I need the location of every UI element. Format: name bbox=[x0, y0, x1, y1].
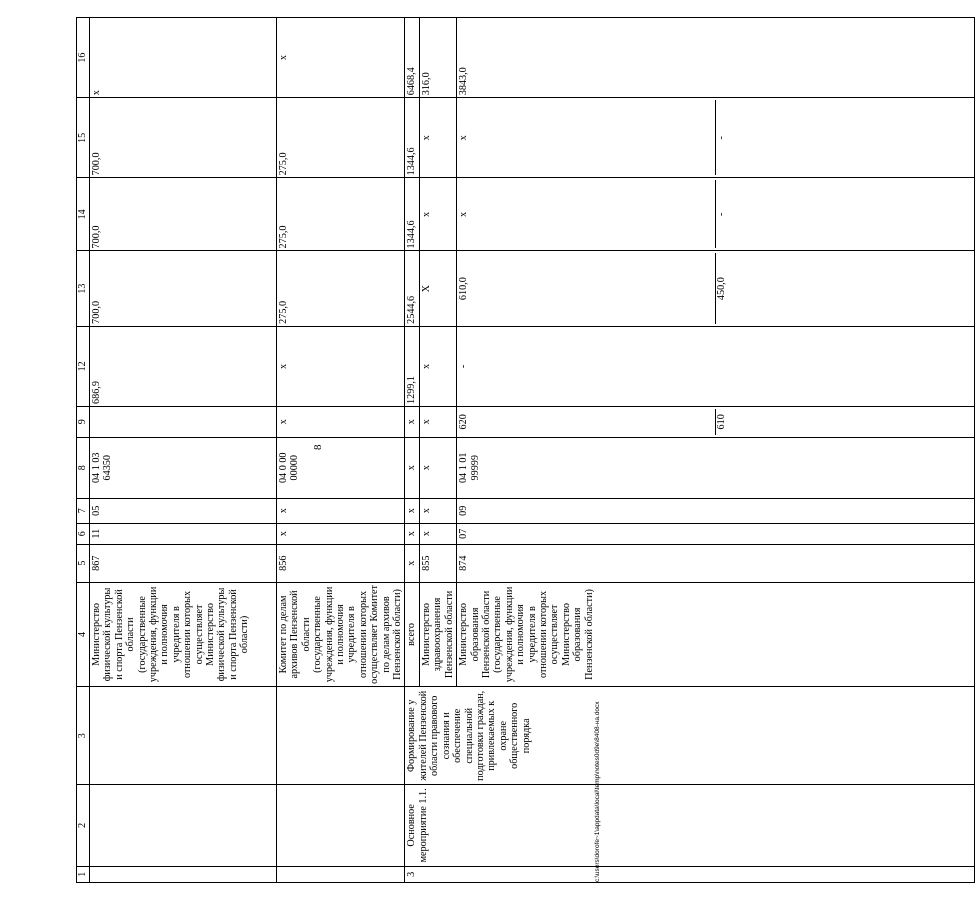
cell-col8: 04 1 01 99999 bbox=[457, 437, 975, 498]
cell-col1 bbox=[277, 866, 405, 882]
cell-col12: 1299,1 bbox=[405, 326, 419, 406]
cell-col12: x bbox=[419, 326, 456, 406]
cell-col8: x bbox=[419, 437, 456, 498]
cell-col14-b: - bbox=[716, 180, 974, 248]
split-cell bbox=[458, 180, 973, 248]
cell-col16: 3843,0 bbox=[457, 18, 975, 98]
header-cell: 12 bbox=[77, 326, 90, 406]
header-cell: 5 bbox=[77, 544, 90, 582]
cell-col7: 09 bbox=[457, 498, 975, 523]
header-cell: 14 bbox=[77, 178, 90, 251]
cell-col14: 700,0 bbox=[90, 178, 277, 251]
cell-col13: X bbox=[419, 251, 456, 326]
cell-col5: x bbox=[405, 544, 419, 582]
header-cell: 16 bbox=[77, 18, 90, 98]
cell-col9: x bbox=[405, 406, 419, 437]
cell-col6: x bbox=[405, 523, 419, 544]
cell-col13-b: 450,0 bbox=[716, 253, 974, 323]
table-row bbox=[277, 18, 405, 883]
cell-col16: x bbox=[90, 18, 277, 98]
cell-col7: x bbox=[419, 498, 456, 523]
cell-col16: 6468,4 bbox=[405, 18, 419, 98]
cell-col3 bbox=[277, 687, 405, 785]
header-cell: 15 bbox=[77, 98, 90, 178]
cell-col14: 1344,6 bbox=[405, 178, 419, 251]
cell-col12: x bbox=[277, 326, 405, 406]
cell-col8: x bbox=[405, 437, 419, 498]
cell-col12: 686,9 bbox=[90, 326, 277, 406]
cell-col14 bbox=[457, 178, 975, 251]
cell-col2: Основное мероприятие 1.1. bbox=[405, 785, 975, 866]
header-cell: 9 bbox=[77, 406, 90, 437]
cell-col9-a: 620 bbox=[458, 414, 470, 430]
header-cell: 1 bbox=[77, 866, 90, 882]
cell-col7: x bbox=[277, 498, 405, 523]
header-cell: 3 bbox=[77, 687, 90, 785]
cell-col15: x bbox=[419, 98, 456, 178]
cell-col13 bbox=[457, 251, 975, 326]
cell-col14-a: x bbox=[458, 211, 470, 217]
header-cell: 7 bbox=[77, 498, 90, 523]
cell-col8: 04 0 00 00000 bbox=[277, 437, 405, 498]
cell-col6: 07 bbox=[457, 523, 975, 544]
cell-col16: x bbox=[277, 18, 405, 98]
cell-col9 bbox=[90, 406, 277, 437]
cell-col7: x bbox=[405, 498, 419, 523]
cell-col5: 855 bbox=[419, 544, 456, 582]
cell-col9-b: 610 bbox=[716, 409, 974, 435]
header-cell: 6 bbox=[77, 523, 90, 544]
cell-col15 bbox=[457, 98, 975, 178]
cell-col12: - bbox=[457, 326, 975, 406]
cell-col9: x bbox=[419, 406, 456, 437]
cell-col9 bbox=[457, 406, 975, 437]
cell-col4: Министерство образования Пензенской области (государственные учреждения, функции и полномочия учредителя в отношении которых осуществляет Министерство образования Пензенской области) bbox=[457, 582, 975, 687]
cell-col15: 700,0 bbox=[90, 98, 277, 178]
cell-col6: x bbox=[419, 523, 456, 544]
cell-col1 bbox=[90, 866, 277, 882]
cell-col2 bbox=[277, 785, 405, 866]
cell-col8: 04 1 03 64350 bbox=[90, 437, 277, 498]
cell-col6: 11 bbox=[90, 523, 277, 544]
split-cell bbox=[458, 253, 973, 323]
cell-col2 bbox=[90, 785, 277, 866]
split-cell bbox=[458, 409, 973, 435]
cell-col7: 05 bbox=[90, 498, 277, 523]
cell-col14: x bbox=[419, 178, 456, 251]
cell-col5: 874 bbox=[457, 544, 975, 582]
cell-col13: 275,0 bbox=[277, 251, 405, 326]
cell-col3 bbox=[90, 687, 277, 785]
cell-col3: Формирование у жителей Пензенской области правового сознания и обеспечение специальной подготовки граждан, привлекаемых к охране общественного порядка bbox=[405, 687, 975, 785]
table-row bbox=[90, 18, 277, 883]
budget-table bbox=[76, 17, 975, 883]
cell-col13: 700,0 bbox=[90, 251, 277, 326]
cell-col15-a: x bbox=[458, 135, 470, 141]
cell-col1: 3 bbox=[405, 866, 975, 882]
header-cell: 2 bbox=[77, 785, 90, 866]
header-row bbox=[77, 18, 90, 883]
cell-col4: всего bbox=[405, 582, 419, 687]
cell-col4: Комитет по делам архивов Пензенской области (государственные учреждения, функции и полномочия учредителя в отношении которых осуществляет Комитет по делам архивов Пензенской области) bbox=[277, 582, 405, 687]
cell-col6: x bbox=[277, 523, 405, 544]
cell-col4: Министерство физической культуры и спорта Пензенской области (государственные учреждения, функции и полномочия учредителя в отношении которых осуществляет Министерство физической культуры и спорта Пензенской области) bbox=[90, 582, 277, 687]
cell-col5: 856 bbox=[277, 544, 405, 582]
cell-col15: 1344,6 bbox=[405, 98, 419, 178]
cell-col5: 867 bbox=[90, 544, 277, 582]
cell-col15-b: - bbox=[716, 100, 974, 175]
footer-file-path: c:\users\dorofe~1\appdata\local\temp\notes0d9e\8408-на.docx bbox=[594, 701, 601, 882]
cell-col15: 275,0 bbox=[277, 98, 405, 178]
header-cell: 8 bbox=[77, 437, 90, 498]
page-number: 8 bbox=[312, 444, 324, 450]
cell-col4: Министерство здравоохранения Пензенской области bbox=[419, 582, 456, 687]
split-cell bbox=[458, 100, 973, 175]
cell-col9: x bbox=[277, 406, 405, 437]
header-cell: 13 bbox=[77, 251, 90, 326]
table-row bbox=[405, 18, 419, 883]
cell-col16: 316,0 bbox=[419, 18, 456, 98]
cell-col14: 275,0 bbox=[277, 178, 405, 251]
cell-col13-a: 610,0 bbox=[458, 277, 470, 301]
cell-col13: 2544,6 bbox=[405, 251, 419, 326]
header-cell: 4 bbox=[77, 582, 90, 687]
